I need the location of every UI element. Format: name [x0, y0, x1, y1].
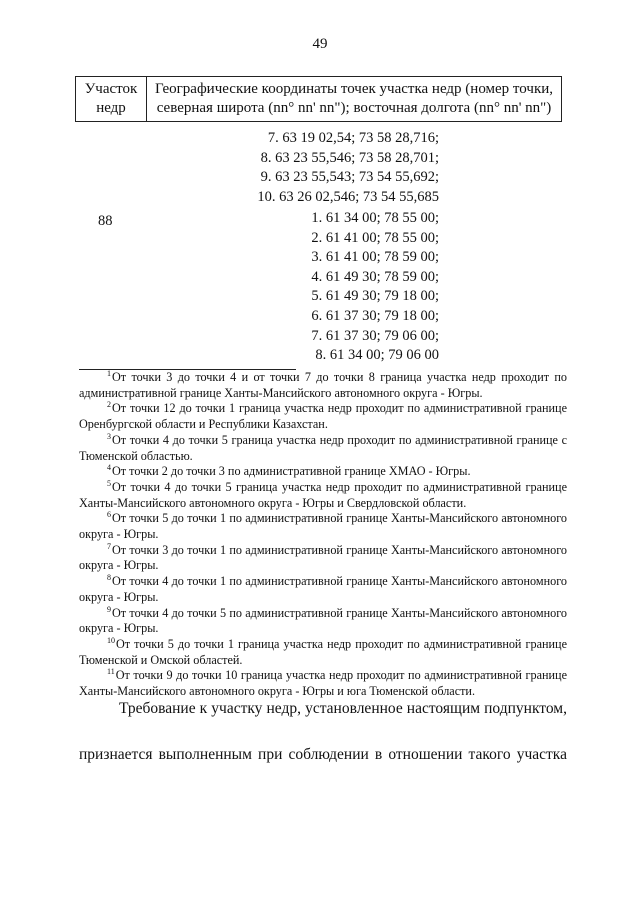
footnote-text: От точки 2 до точки 3 по административной границе ХМАО - Югры. — [112, 464, 471, 479]
coordinate-line: 7. 63 19 02,54; 73 58 28,716; — [267, 130, 439, 146]
footnote-text: От точки 4 до точки 5 граница участка недр проходит по административной границе Ханты-Мансийского автономного округа - Югры и Свердловской области. — [79, 479, 567, 510]
footnote-mark: 6 — [107, 510, 111, 520]
footnote-mark: 7 — [107, 541, 111, 551]
coordinates-column-header: Географические координаты точек участка недр (номер точки, северная широта (nn° nn' nn"); восточная долгота (nn° nn' nn") — [147, 77, 562, 122]
coordinate-line: 10. 63 26 02,546; 73 54 55,685 — [257, 188, 439, 205]
coordinate-line: 7. 61 37 30; 79 06 00; — [311, 327, 439, 344]
footnote-mark: 4 — [107, 463, 111, 473]
footnote-text: От точки 4 до точки 5 по административной границе Ханты-Мансийского автономного округа - Югры. — [79, 605, 567, 636]
body-line: признается выполненным при соблюдении в отношении такого участка — [79, 746, 567, 763]
footnote — [79, 543, 567, 574]
footnote — [79, 511, 567, 542]
plot-column-header: Участок недр — [76, 77, 147, 122]
footnote — [79, 370, 567, 401]
coordinate-line: 8. 61 34 00; 79 06 00 — [315, 347, 439, 364]
footnotes — [79, 370, 567, 700]
footnote — [79, 401, 567, 432]
footnote-mark: 5 — [107, 478, 111, 488]
plot-number: 88 — [98, 213, 113, 229]
page-number: 49 — [312, 36, 328, 52]
footnote-text: От точки 4 до точки 5 граница участка недр проходит по административной границе с Тюменской областью. — [79, 432, 567, 463]
footnote-mark: 3 — [107, 431, 111, 441]
body-line: Требование к участку недр, установленное настоящим подпунктом, — [119, 700, 567, 717]
coordinate-line: 8. 63 23 55,546; 73 58 28,701; — [260, 149, 439, 166]
footnote-mark: 8 — [107, 573, 111, 583]
footnote-text: От точки 3 до точки 4 и от точки 7 до точки 8 граница участка недр проходит по административной границе Ханты-Мансийского автономного округа - Югры. — [79, 370, 567, 400]
coordinate-line: 2. 61 41 00; 78 55 00; — [311, 229, 439, 246]
plot-88-coordinates — [311, 209, 439, 366]
footnote — [79, 574, 567, 605]
footnote — [79, 480, 567, 511]
footnote-mark: 11 — [107, 667, 115, 677]
footnote-text: От точки 5 до точки 1 по административной границе Ханты-Мансийского автономного округа - Югры. — [79, 511, 567, 542]
coordinate-line: 3. 61 41 00; 78 59 00; — [311, 249, 439, 266]
coordinate-line: 4. 61 49 30; 78 59 00; — [311, 268, 439, 285]
coordinate-line: 9. 63 23 55,543; 73 54 55,692; — [260, 169, 439, 186]
coordinate-line: 1. 61 34 00; 78 55 00; — [311, 210, 439, 226]
footnote-mark: 9 — [107, 604, 111, 614]
footnote-text: От точки 12 до точки 1 граница участка недр проходит по административной границе Оренбургской области и Республики Казахстан. — [79, 401, 567, 432]
coordinate-line: 5. 61 49 30; 79 18 00; — [311, 288, 439, 305]
coordinates-table-header — [75, 76, 562, 122]
previous-plot-coordinates — [257, 129, 439, 207]
footnote-mark: 10 — [107, 635, 115, 645]
footnote — [79, 464, 567, 480]
footnote — [79, 637, 567, 668]
coordinate-line: 6. 61 37 30; 79 18 00; — [311, 307, 439, 324]
footnote-mark: 1 — [107, 369, 111, 378]
footnote-text: От точки 3 до точки 1 по административной границе Ханты-Мансийского автономного округа - Югры. — [79, 542, 567, 573]
footnote-mark: 2 — [107, 400, 111, 410]
footnote-text: От точки 9 до точки 10 граница участка недр проходит по административной границе Ханты-Мансийского автономного округа - Югры и юга Тюменской области. — [79, 668, 567, 699]
footnote-text: От точки 4 до точки 1 по административной границе Ханты-Мансийского автономного округа - Югры. — [79, 574, 567, 604]
footnote — [79, 433, 567, 464]
footnote-text: От точки 5 до точки 1 граница участка недр проходит по административной границе Тюменской и Омской областей. — [79, 636, 567, 667]
body-paragraph — [79, 694, 567, 770]
footnote — [79, 606, 567, 637]
